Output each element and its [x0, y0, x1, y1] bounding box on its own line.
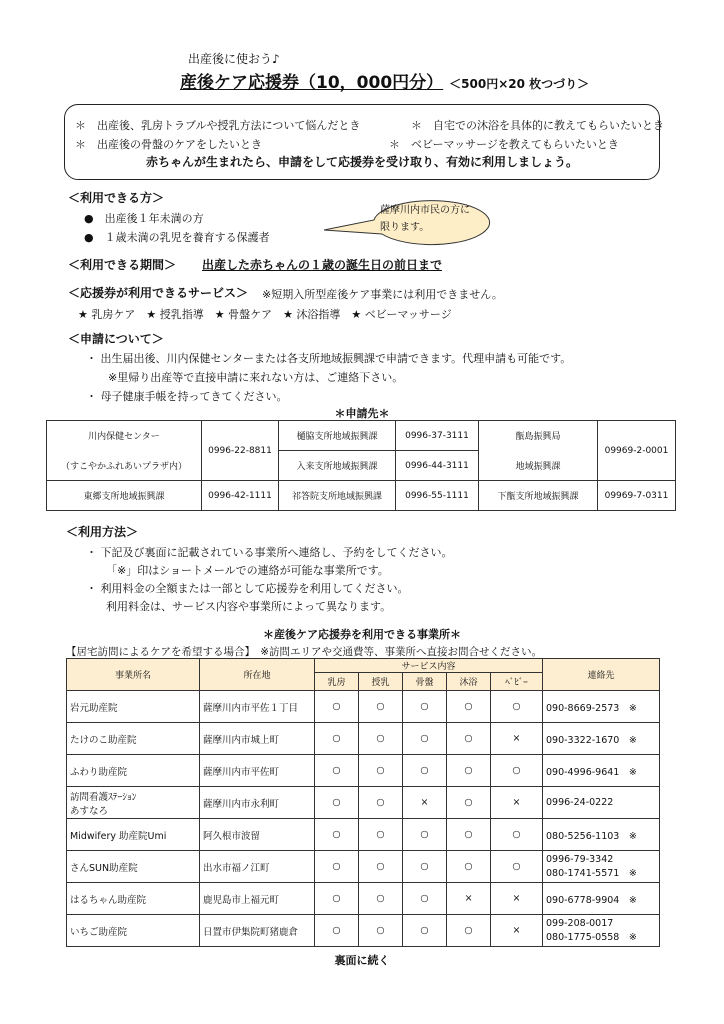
- period-text: 出産した赤ちゃんの１歳の誕生日の前日まで: [202, 258, 443, 272]
- service-mark: ○: [359, 883, 403, 915]
- office-tel: 09969-2-0001: [598, 421, 676, 481]
- table-row: [67, 755, 660, 787]
- col-address: 所在地: [200, 659, 315, 691]
- service-mark: ○: [315, 755, 359, 787]
- col-s4: 沐浴: [447, 673, 491, 691]
- col-s1: 乳房: [315, 673, 359, 691]
- table-row: [67, 819, 660, 851]
- service-mark: ○: [491, 851, 543, 883]
- service-mark: ×: [491, 787, 543, 819]
- office-cell: 下甑支所地域振興課: [479, 481, 598, 511]
- provider-name: 岩元助産院: [67, 691, 200, 723]
- providers-subhead: 【居宅訪問によるケアを希望する場合】 ※訪問エリアや交通費等、事業所へ直接お問合せください。: [66, 646, 543, 658]
- office-cell: 東郷支所地域振興課: [47, 481, 202, 511]
- service-mark: ×: [447, 883, 491, 915]
- services-list: ★ 乳房ケア ★ 授乳指導 ★ 骨盤ケア ★ 沐浴指導 ★ ベビーマッサージ: [78, 308, 452, 321]
- offices-title: ＊申請先＊: [334, 407, 390, 420]
- offices-table: [46, 420, 676, 511]
- service-mark: ○: [403, 851, 447, 883]
- service-mark: ○: [359, 819, 403, 851]
- provider-address: 鹿児島市上福元町: [200, 883, 315, 915]
- service-mark: ×: [491, 915, 543, 947]
- office-cell: 樋脇支所地域振興課: [279, 421, 396, 451]
- usage-line: ・ 下記及び裏面に記載されている事業所へ連絡し、予約をしてください。: [86, 546, 453, 559]
- usage-line: 「※」印はショートメールでの連絡が可能な事業所です。: [106, 564, 389, 577]
- intro-item: ＊ 自宅での沐浴を具体的に教えてもらいたいとき: [411, 119, 664, 132]
- service-mark: ○: [447, 691, 491, 723]
- service-mark: ○: [359, 723, 403, 755]
- table-row: [67, 787, 660, 819]
- intro-message: 赤ちゃんが生まれたら、申請をして応援券を受け取り、有効に利用しましょう。: [145, 155, 578, 169]
- service-mark: ○: [447, 851, 491, 883]
- apply-heading: ＜申請について＞: [68, 332, 164, 346]
- provider-name: たけのこ助産院: [67, 723, 200, 755]
- service-mark: ○: [447, 755, 491, 787]
- provider-address: 薩摩川内市平佐１丁目: [200, 691, 315, 723]
- intro-box: [64, 104, 664, 180]
- service-mark: ○: [403, 755, 447, 787]
- table-row: [67, 851, 660, 883]
- eligible-item: ● １歳未満の乳児を養育する保護者: [84, 231, 270, 244]
- provider-name: さんSUN助産院: [67, 851, 200, 883]
- provider-address: 日置市伊集院町猪鹿倉: [200, 915, 315, 947]
- service-mark: ○: [359, 691, 403, 723]
- service-mark: ○: [491, 691, 543, 723]
- bubble-text: 薩摩川内市民の方に: [380, 205, 470, 216]
- office-tel: 0996-22-8811: [202, 421, 279, 481]
- provider-phone: 090-8669-2573 ※: [543, 691, 660, 723]
- provider-name: いちご助産院: [67, 915, 200, 947]
- provider-name: Midwifery 助産院Umi: [67, 819, 200, 851]
- office-cell: 祁答院支所地域振興課: [279, 481, 396, 511]
- office-cell: 地域振興課: [479, 451, 598, 481]
- service-mark: ○: [359, 851, 403, 883]
- col-service: サービス内容: [315, 659, 543, 673]
- providers-title: ＊産後ケア応援券を利用できる事業所＊: [263, 628, 461, 641]
- office-cell: 川内保健センター: [47, 421, 202, 451]
- office-cell: 甑島振興局: [479, 421, 598, 451]
- office-tel: 0996-37-3111: [396, 421, 479, 451]
- provider-name: ふわり助産院: [67, 755, 200, 787]
- provider-phone: 0996-24-0222: [543, 787, 660, 819]
- eligible-item: ● 出産後１年未満の方: [84, 212, 204, 225]
- providers-table: [66, 658, 660, 947]
- col-s2: 授乳: [359, 673, 403, 691]
- page-title: [180, 68, 589, 93]
- office-tel: 0996-44-3111: [396, 451, 479, 481]
- apply-line: ・ 出生届出後、川内保健センターまたは各支所地域振興課で申請できます。代理申請も可能です。: [86, 352, 572, 365]
- provider-phone: 080-5256-1103 ※: [543, 819, 660, 851]
- service-mark: ○: [315, 915, 359, 947]
- service-mark: ○: [491, 755, 543, 787]
- provider-phone: 090-4996-9641 ※: [543, 755, 660, 787]
- service-mark: ○: [315, 787, 359, 819]
- service-mark: ○: [315, 723, 359, 755]
- service-mark: ○: [359, 787, 403, 819]
- service-mark: ○: [447, 819, 491, 851]
- col-s5: ﾍﾞﾋﾞｰ: [491, 673, 543, 691]
- office-tel: 0996-42-1111: [202, 481, 279, 511]
- apply-line: ※里帰り出産等で直接申請に来れない方は、ご連絡下さい。: [108, 371, 404, 384]
- office-tel: 0996-55-1111: [396, 481, 479, 511]
- continued-note: 裏面に続く: [334, 954, 390, 967]
- col-name: 事業所名: [67, 659, 200, 691]
- service-mark: ○: [403, 819, 447, 851]
- intro-item: ＊ 出産後の骨盤のケアをしたいとき: [75, 138, 262, 151]
- table-row: [67, 723, 660, 755]
- provider-address: 阿久根市波留: [200, 819, 315, 851]
- service-mark: ×: [403, 787, 447, 819]
- service-mark: ×: [491, 723, 543, 755]
- services-note: ※短期入所型産後ケア事業には利用できません。: [262, 288, 503, 301]
- title-note: ＜500円×20 枚つづり＞: [449, 77, 590, 91]
- service-mark: ○: [403, 723, 447, 755]
- service-mark: ○: [315, 883, 359, 915]
- col-s3: 骨盤: [403, 673, 447, 691]
- intro-item: ＊ ベビーマッサージを教えてもらいたいとき: [389, 138, 619, 151]
- provider-phone: 090-3322-1670 ※: [543, 723, 660, 755]
- intro-item: ＊ 出産後、乳房トラブルや授乳方法について悩んだとき: [75, 119, 361, 132]
- table-row: [67, 915, 660, 947]
- speech-bubble: [322, 196, 492, 246]
- period-heading: ＜利用できる期間＞: [68, 258, 177, 272]
- bubble-text: 限ります。: [380, 222, 430, 233]
- provider-address: 出水市福ノ江町: [200, 851, 315, 883]
- provider-name: はるちゃん助産院: [67, 883, 200, 915]
- service-mark: ○: [447, 723, 491, 755]
- eligible-heading: ＜利用できる方＞: [68, 191, 165, 205]
- usage-heading: ＜利用方法＞: [66, 525, 139, 539]
- apply-line: ・ 母子健康手帳を持ってきてください。: [86, 390, 288, 403]
- provider-address: 薩摩川内市平佐町: [200, 755, 315, 787]
- col-contact: 連絡先: [543, 659, 660, 691]
- usage-line: ・ 利用料金の全額または一部として応援券を利用してください。: [86, 582, 409, 595]
- service-mark: ○: [403, 915, 447, 947]
- provider-phone: 090-6778-9904 ※: [543, 883, 660, 915]
- service-mark: ○: [491, 819, 543, 851]
- office-tel: 09969-7-0311: [598, 481, 676, 511]
- service-mark: ○: [315, 851, 359, 883]
- service-mark: ○: [359, 915, 403, 947]
- office-cell: 入来支所地域振興課: [279, 451, 396, 481]
- provider-address: 薩摩川内市永利町: [200, 787, 315, 819]
- table-row: [67, 883, 660, 915]
- service-mark: ○: [403, 691, 447, 723]
- service-mark: ○: [359, 755, 403, 787]
- office-cell: （すこやかふれあいプラザ内）: [47, 451, 202, 481]
- services-heading: ＜応援券が利用できるサービス＞: [68, 286, 249, 300]
- service-mark: ○: [447, 787, 491, 819]
- service-mark: ○: [447, 915, 491, 947]
- provider-address: 薩摩川内市城上町: [200, 723, 315, 755]
- provider-phone: 0996-79-3342 080-1741-5571 ※: [543, 851, 660, 883]
- title-text: 産後ケア応援券（10，000円分）: [180, 73, 444, 93]
- service-mark: ○: [315, 819, 359, 851]
- service-mark: ×: [491, 883, 543, 915]
- usage-line: 利用料金は、サービス内容や事業所によって異なります。: [106, 600, 392, 613]
- service-mark: ○: [403, 883, 447, 915]
- table-row: [67, 691, 660, 723]
- provider-name: 訪問看護ｽﾃｰｼｮﾝ あすなろ: [67, 787, 200, 819]
- provider-phone: 099-208-0017 080-1775-0558 ※: [543, 915, 660, 947]
- subtitle: 出産後に使おう♪: [188, 52, 280, 66]
- service-mark: ○: [315, 691, 359, 723]
